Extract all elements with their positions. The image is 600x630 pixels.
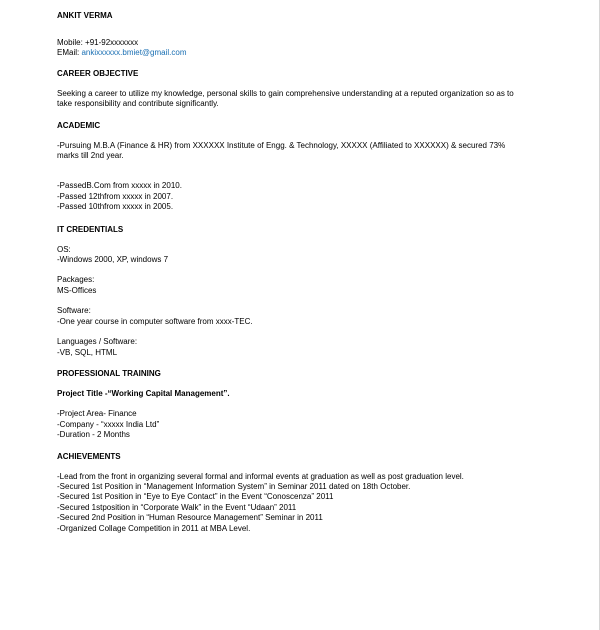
career-objective-text (57, 89, 537, 110)
os-label: OS: (57, 244, 71, 254)
list-item: -Organized Collage Competition in 2011 at MBA Level. (57, 523, 251, 533)
email-link[interactable]: ankixxxxxx.bmiet@gmail.com (81, 48, 187, 58)
pursuing-line: marks till 2nd year. (57, 151, 124, 161)
career-line: Seeking a career to utilize my knowledge, personal skills to gain comprehensive understanding at a reputed organization so as to (57, 88, 514, 98)
os-block (57, 245, 537, 266)
career-line: take responsibility and contribute significantly. (57, 99, 219, 109)
career-objective-heading: CAREER OBJECTIVE (57, 68, 139, 78)
languages-block (57, 337, 537, 358)
packages-block (57, 275, 537, 296)
list-item: -Duration - 2 Months (57, 430, 130, 440)
os-value: -Windows 2000, XP, windows 7 (57, 255, 169, 265)
email-line (57, 48, 537, 58)
professional-training-heading: PROFESSIONAL TRAINING (57, 368, 161, 378)
list-item: -Secured 1st Position in “Eye to Eye Contact” in the Event “Conoscenza” 2011 (57, 492, 334, 502)
list-item: -Secured 1stposition in “Corporate Walk” in the Event “Udaan” 2011 (57, 502, 297, 512)
languages-value: -VB, SQL, HTML (57, 347, 118, 357)
candidate-name: ANKIT VERMA (57, 11, 113, 20)
software-block (57, 306, 537, 327)
list-item: -Lead from the front in organizing several formal and informal events at graduation as well as post graduation level. (57, 471, 464, 481)
pursuing-line: -Pursuing M.B.A (Finance & HR) from XXXXXX Institute of Engg. & Technology, XXXXX (Affiliated to XXXXXX) & secured 73% (57, 140, 506, 150)
list-item: -Passed 12thfrom xxxxx in 2007. (57, 191, 174, 201)
list-item: -Project Area- Finance (57, 409, 137, 419)
academic-pursuing (57, 141, 537, 162)
achievements-heading: ACHIEVEMENTS (57, 451, 121, 461)
languages-label: Languages / Software: (57, 337, 138, 347)
packages-value: MS-Offices (57, 285, 97, 295)
list-item: -PassedB.Com from xxxxx in 2010. (57, 181, 182, 191)
project-details (57, 409, 537, 440)
list-item: -Secured 1st Position in “Management Information System” in Seminar 2011 dated on 18th October. (57, 481, 411, 491)
resume-page (57, 10, 537, 534)
achievements-list (57, 472, 537, 534)
mobile-line (57, 38, 537, 48)
packages-label: Packages: (57, 275, 95, 285)
software-label: Software: (57, 306, 91, 316)
academic-heading: ACADEMIC (57, 120, 101, 130)
list-item: -Passed 10thfrom xxxxx in 2005. (57, 202, 174, 212)
academic-passed-list (57, 181, 537, 212)
list-item: -Secured 2nd Position in “Human Resource Management” Seminar in 2011 (57, 513, 323, 523)
contact-block (57, 38, 537, 59)
mobile-value: +91-92xxxxxxx (85, 38, 139, 47)
list-item: -Company - “xxxxx India Ltd” (57, 419, 160, 429)
email-label: EMail: (57, 48, 80, 58)
project-title: Project Title -“Working Capital Management”. (57, 388, 230, 398)
software-value: -One year course in computer software from xxxx-TEC. (57, 316, 253, 326)
it-credentials-heading: IT CREDENTIALS (57, 224, 124, 234)
mobile-label: Mobile: (57, 38, 83, 47)
